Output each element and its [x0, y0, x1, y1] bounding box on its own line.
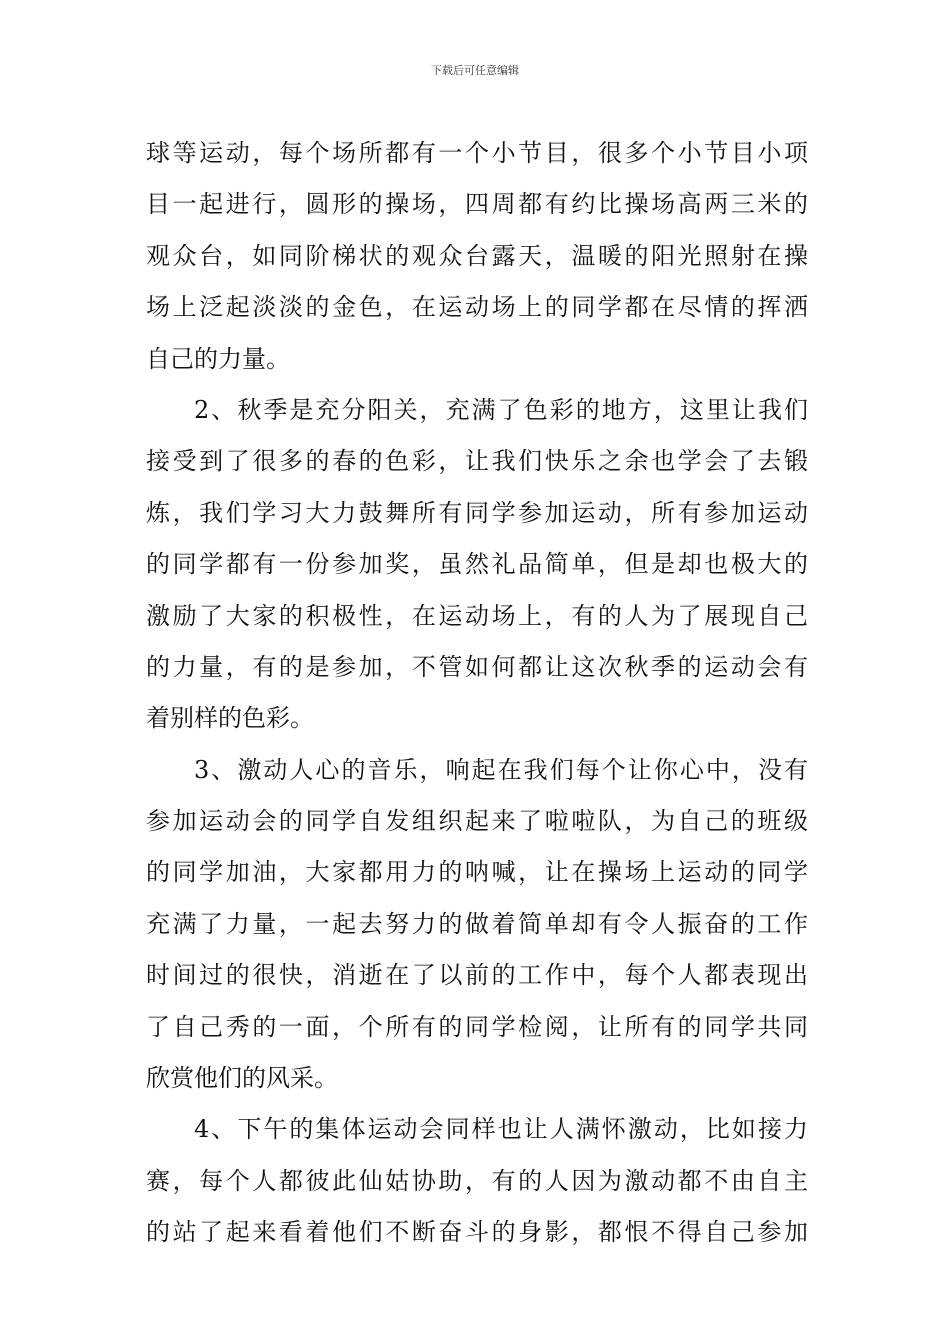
text-line: 自己的力量。	[146, 344, 290, 373]
text-line: 4、下午的集体运动会同样也让人满怀激动，比如接力	[194, 1115, 808, 1144]
text-line: 球等运动，每个场所都有一个小节目，很多个小节目小项	[146, 139, 808, 167]
text-line: 时间过的很快，消逝在了以前的工作中，每个人都表现出	[146, 961, 808, 990]
text-line: 场上泛起淡淡的金色，在运动场上的同学都在尽情的挥洒	[146, 293, 808, 322]
text-line: 接受到了很多的春的色彩，让我们快乐之余也学会了去锻	[146, 447, 808, 476]
text-line: 观众台，如同阶梯状的观众台露天，温暖的阳光照射在操	[146, 241, 808, 270]
body-text	[146, 128, 808, 1259]
text-line: 充满了力量，一起去努力的做着简单却有令人振奋的工作	[146, 909, 808, 938]
text-line: 炼，我们学习大力鼓舞所有同学参加运动，所有参加运动	[146, 498, 808, 527]
text-line: 了自己秀的一面，个所有的同学检阅，让所有的同学共同	[146, 1012, 808, 1041]
text-line: 3、激动人心的音乐，响起在我们每个让你心中，没有	[194, 755, 808, 784]
text-line: 着别样的色彩。	[146, 704, 314, 733]
text-line: 激励了大家的积极性，在运动场上，有的人为了展现自己	[146, 601, 808, 630]
text-line: 欣赏他们的风采。	[146, 1064, 338, 1093]
text-line: 目一起进行，圆形的操场，四周都有约比操场高两三米的	[146, 190, 808, 219]
text-line: 参加运动会的同学自发组织起来了啦啦队，为自己的班级	[146, 807, 808, 836]
text-line: 的力量，有的是参加，不管如何都让这次秋季的运动会有	[146, 652, 808, 681]
text-line: 的同学都有一份参加奖，虽然礼品简单，但是却也极大的	[146, 550, 808, 579]
text-line: 的同学加油，大家都用力的呐喊，让在操场上运动的同学	[146, 858, 808, 887]
text-line: 2、秋季是充分阳关，充满了色彩的地方，这里让我们	[194, 395, 808, 424]
page-header: 下载后可任意编辑	[431, 64, 519, 77]
text-line: 赛，每个人都彼此仙姑协助，有的人因为激动都不由自主	[146, 1166, 808, 1195]
text-line: 的站了起来看着他们不断奋斗的身影，都恨不得自己参加	[146, 1218, 808, 1247]
